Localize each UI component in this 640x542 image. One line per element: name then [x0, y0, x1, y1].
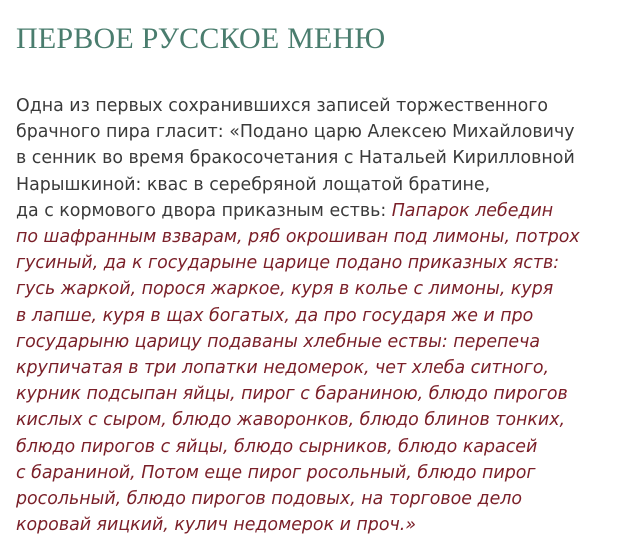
quote-text: росольный, блюдо пирогов подовых, на торговое дело [16, 489, 523, 510]
text-line: в сенник во время бракосочетания с Натальей Кирилловной [16, 148, 575, 169]
quote-text: курник подсыпан яйцы, пирог с бараниною, блюдо пирогов [16, 384, 568, 405]
text-line [16, 224, 626, 250]
text-line [16, 460, 626, 486]
text-line [16, 407, 626, 433]
page-title: ПЕРВОЕ РУССКОЕ МЕНЮ [16, 22, 386, 55]
article-paragraph [16, 93, 626, 538]
quote-text: коровай яицкий, кулич недомерок и проч.» [16, 515, 417, 536]
text-line [16, 355, 626, 381]
text-line [16, 303, 626, 329]
quote-text: Папарок лебедин [391, 200, 554, 221]
text-line [16, 512, 626, 538]
text-line: Нарышкиной: квас в серебряной лощатой братине, [16, 174, 491, 195]
quote-text: по шафранным взварам, ряб окрошиван под лимоны, потрох [16, 227, 580, 248]
quote-text: государыню царицу подаваны хлебные ествы: перепеча [16, 331, 541, 352]
text-line [16, 250, 626, 276]
text-line: Одна из первых сохранившихся записей торжественного [16, 96, 549, 116]
quote-text: с бараниной, Потом еще пирог росольный, блюдо пирог [16, 462, 536, 483]
text-line [16, 486, 626, 512]
quote-text: кислых с сыром, блюдо жаворонков, блюдо блинов тонких, [16, 410, 566, 431]
text-line [16, 329, 626, 355]
quote-text: в лапше, куря в щах богатых, да про государя же и про [16, 305, 534, 326]
text-line: брачного пира гласит: «Подано царю Алексею Михайловичу [16, 122, 575, 143]
quote-text: блюдо пирогов с яйцы, блюдо сырников, блюдо карасей [16, 436, 538, 457]
text-line [16, 381, 626, 407]
text-line [16, 276, 626, 302]
text-line [16, 434, 626, 460]
quote-text: крупичатая в три лопатки недомерок, чет хлеба ситного, [16, 358, 549, 379]
quote-text: гусиный, да к государыне царице подано приказных яств: [16, 253, 560, 274]
quote-text: гусь жаркой, порося жаркое, куря в колье с лимоны, куря [16, 279, 554, 300]
text-line: да с кормового двора приказным ествь: Папарок лебедин [16, 200, 554, 221]
